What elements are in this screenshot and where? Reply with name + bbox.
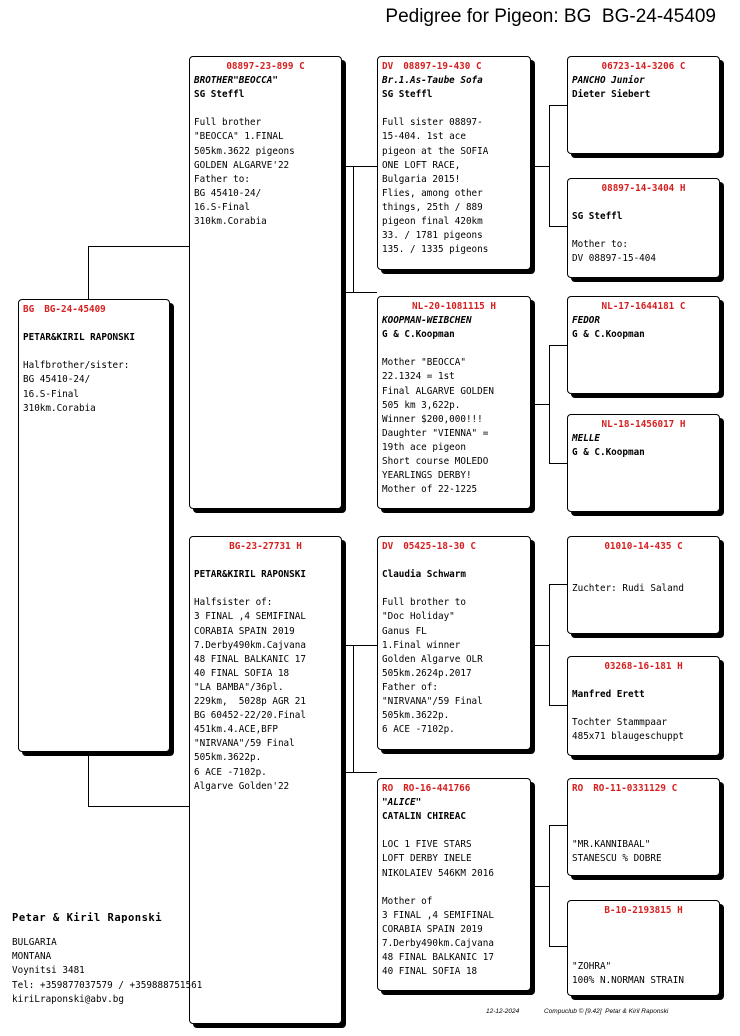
pigeon-name: MELLE — [572, 433, 600, 445]
connector — [88, 752, 89, 806]
page-title: Pedigree for Pigeon: BG BG-24-45409 — [385, 6, 716, 27]
dam-card[interactable] — [189, 536, 342, 1024]
notes: Tochter Stammpaar 485x71 blaugeschuppt — [572, 717, 684, 743]
connector — [549, 705, 567, 706]
ring-number: 06723-14-3206 C — [601, 61, 686, 72]
owner: Manfred Erett — [572, 689, 645, 701]
ring-number: BG BG-24-45409 — [23, 304, 106, 315]
ring-number: DV 05425-18-30 C — [382, 541, 476, 552]
pigeon-name: BROTHER"BEOCCA" — [194, 75, 278, 87]
notes: Full sister 08897- 15-404. 1st ace pigeon at the SOFIA ONE LOFT RACE, Bulgaria 2015! Flies, among other things, 25th / 889 pigeon final 420km 33. / 1781 pigeons 135. / 1335 pigeons — [382, 117, 489, 256]
notes: Halfsister of: 3 FINAL ,4 SEMIFINAL CORABIA SPAIN 2019 7.Derby490km.Cajvana 48 FINAL BALKANIC 17 40 FINAL SOFIA 18 "LA BAMBA"/36pl. 229km, 5028p AGR 21 BG 60452-22/20.Final 451km.4.ACE,BFP "NIRVANA"/59 Final 505km.3622p. 6 ACE -7102p. Algarve Golden'22 — [194, 597, 306, 792]
connector — [549, 584, 567, 585]
connector — [549, 345, 567, 346]
owner: G & C.Koopman — [572, 329, 645, 341]
ssd-card[interactable] — [567, 178, 720, 278]
connector — [534, 645, 550, 646]
connector — [534, 886, 550, 887]
connector — [88, 246, 89, 299]
connector — [353, 166, 354, 292]
breeder-address: BULGARIA MONTANA Voynitsi 3481 Tel: +359877037579 / +359888751561 kiriLraponski@abv.bg — [12, 937, 203, 1005]
notes: Mother "BEOCCA" 22.1324 = 1st Final ALGARVE GOLDEN 505 km 3,622p. Winner $200,000!!! Daughter "VIENNA" = 19th ace pigeon Short course MOLEDO YEARLINGS DERBY! Mother of 22-1225 — [382, 357, 494, 496]
breeder-name: Petar & Kiril Raponski — [12, 912, 163, 924]
connector — [549, 946, 567, 947]
dam-sire-card[interactable] — [377, 536, 531, 750]
sss-card[interactable] — [567, 56, 720, 154]
ring-number: 01010-14-435 C — [604, 541, 683, 552]
ring-number: 08897-14-3404 H — [601, 183, 686, 194]
owner: SG Steffl — [572, 211, 623, 223]
pigeon-name: KOOPMAN-WEIBCHEN — [382, 315, 472, 327]
connector — [549, 825, 567, 826]
connector — [345, 166, 377, 167]
ring-number: BG-23-27731 H — [229, 541, 302, 552]
owner: PETAR&KIRIL RAPONSKI — [194, 569, 306, 581]
notes: "ZOHRA" 100% N.NORMAN STRAIN — [572, 961, 684, 987]
connector — [88, 246, 189, 247]
dam-dam-card[interactable] — [377, 778, 531, 991]
print-date: 12-12-2024 — [486, 1008, 520, 1015]
pigeon-name: PANCHO Junior — [572, 75, 645, 87]
dsd-card[interactable] — [567, 656, 720, 756]
notes: Mother to: DV 08897-15-404 — [572, 239, 656, 265]
pigeon-name: Br.1.As-Taube Sofa — [382, 75, 483, 87]
connector — [549, 226, 567, 227]
notes: Full brother "BEOCCA" 1.FINAL 505km.3622 pigeons GOLDEN ALGARVE'22 Father to: BG 45410-24/ 16.S-Final 310km.Corabia — [194, 117, 295, 228]
notes: LOC 1 FIVE STARS LOFT DERBY INELE NIKOLAIEV 546KM 2016 Mother of 3 FINAL ,4 SEMIFINAL CORABIA SPAIN 2019 7.Derby490km.Cajvana 48 FINAL BALKANIC 17 40 FINAL SOFIA 18 — [382, 839, 494, 978]
ring-number: RO RO-11-0331129 C — [572, 783, 678, 794]
dds-card[interactable] — [567, 778, 720, 876]
owner: G & C.Koopman — [572, 447, 645, 459]
connector — [88, 806, 189, 807]
owner: CATALIN CHIREAC — [382, 811, 466, 823]
ring-number: RO RO-16-441766 — [382, 783, 471, 794]
notes: "MR.KANNIBAAL" STANESCU % DOBRE — [572, 839, 662, 865]
owner: Dieter Siebert — [572, 89, 651, 101]
connector — [353, 645, 354, 772]
owner: SG Steffl — [382, 89, 433, 101]
sire-dam-card[interactable] — [377, 296, 531, 509]
sire-card[interactable] — [189, 56, 342, 509]
ddd-card[interactable] — [567, 900, 720, 996]
owner: SG Steffl — [194, 89, 245, 101]
ring-number: 03268-16-181 H — [604, 661, 683, 672]
pigeon-name: "ALICE" — [382, 797, 422, 809]
ring-number: 08897-23-899 C — [226, 61, 305, 72]
owner: G & C.Koopman — [382, 329, 455, 341]
sire-sire-card[interactable] — [377, 56, 531, 270]
sdd-card[interactable] — [567, 414, 720, 512]
ring-number: NL-20-1081115 H — [412, 301, 496, 312]
connector — [345, 292, 377, 293]
connector — [345, 772, 377, 773]
subject-card[interactable] — [18, 299, 170, 752]
owner: Claudia Schwarm — [382, 569, 466, 581]
ring-number: NL-18-1456017 H — [601, 419, 686, 430]
connector — [534, 404, 550, 405]
connector — [534, 166, 550, 167]
connector — [549, 463, 567, 464]
sds-card[interactable] — [567, 296, 720, 394]
connector — [345, 645, 377, 646]
dss-card[interactable] — [567, 536, 720, 634]
connector — [549, 105, 567, 106]
notes: Zuchter: Rudi Saland — [572, 583, 684, 595]
ring-number: B-10-2193815 H — [604, 905, 683, 916]
software-credit: Compuclub © [9.42] Petar & Kiril Raponski — [544, 1008, 669, 1015]
pigeon-name: FEDOR — [572, 315, 600, 327]
ring-number: DV 08897-19-430 C — [382, 61, 482, 72]
ring-number: NL-17-1644181 C — [601, 301, 686, 312]
owner: PETAR&KIRIL RAPONSKI — [23, 332, 135, 344]
notes: Halfbrother/sister: BG 45410-24/ 16.S-Final 310km.Corabia — [23, 360, 130, 414]
notes: Full brother to "Doc Holiday" Ganus FL 1.Final winner Golden Algarve OLR 505km.2624p.2017 Father of: "NIRVANA"/59 Final 505km.3622p. 6 ACE -7102p. — [382, 597, 483, 736]
